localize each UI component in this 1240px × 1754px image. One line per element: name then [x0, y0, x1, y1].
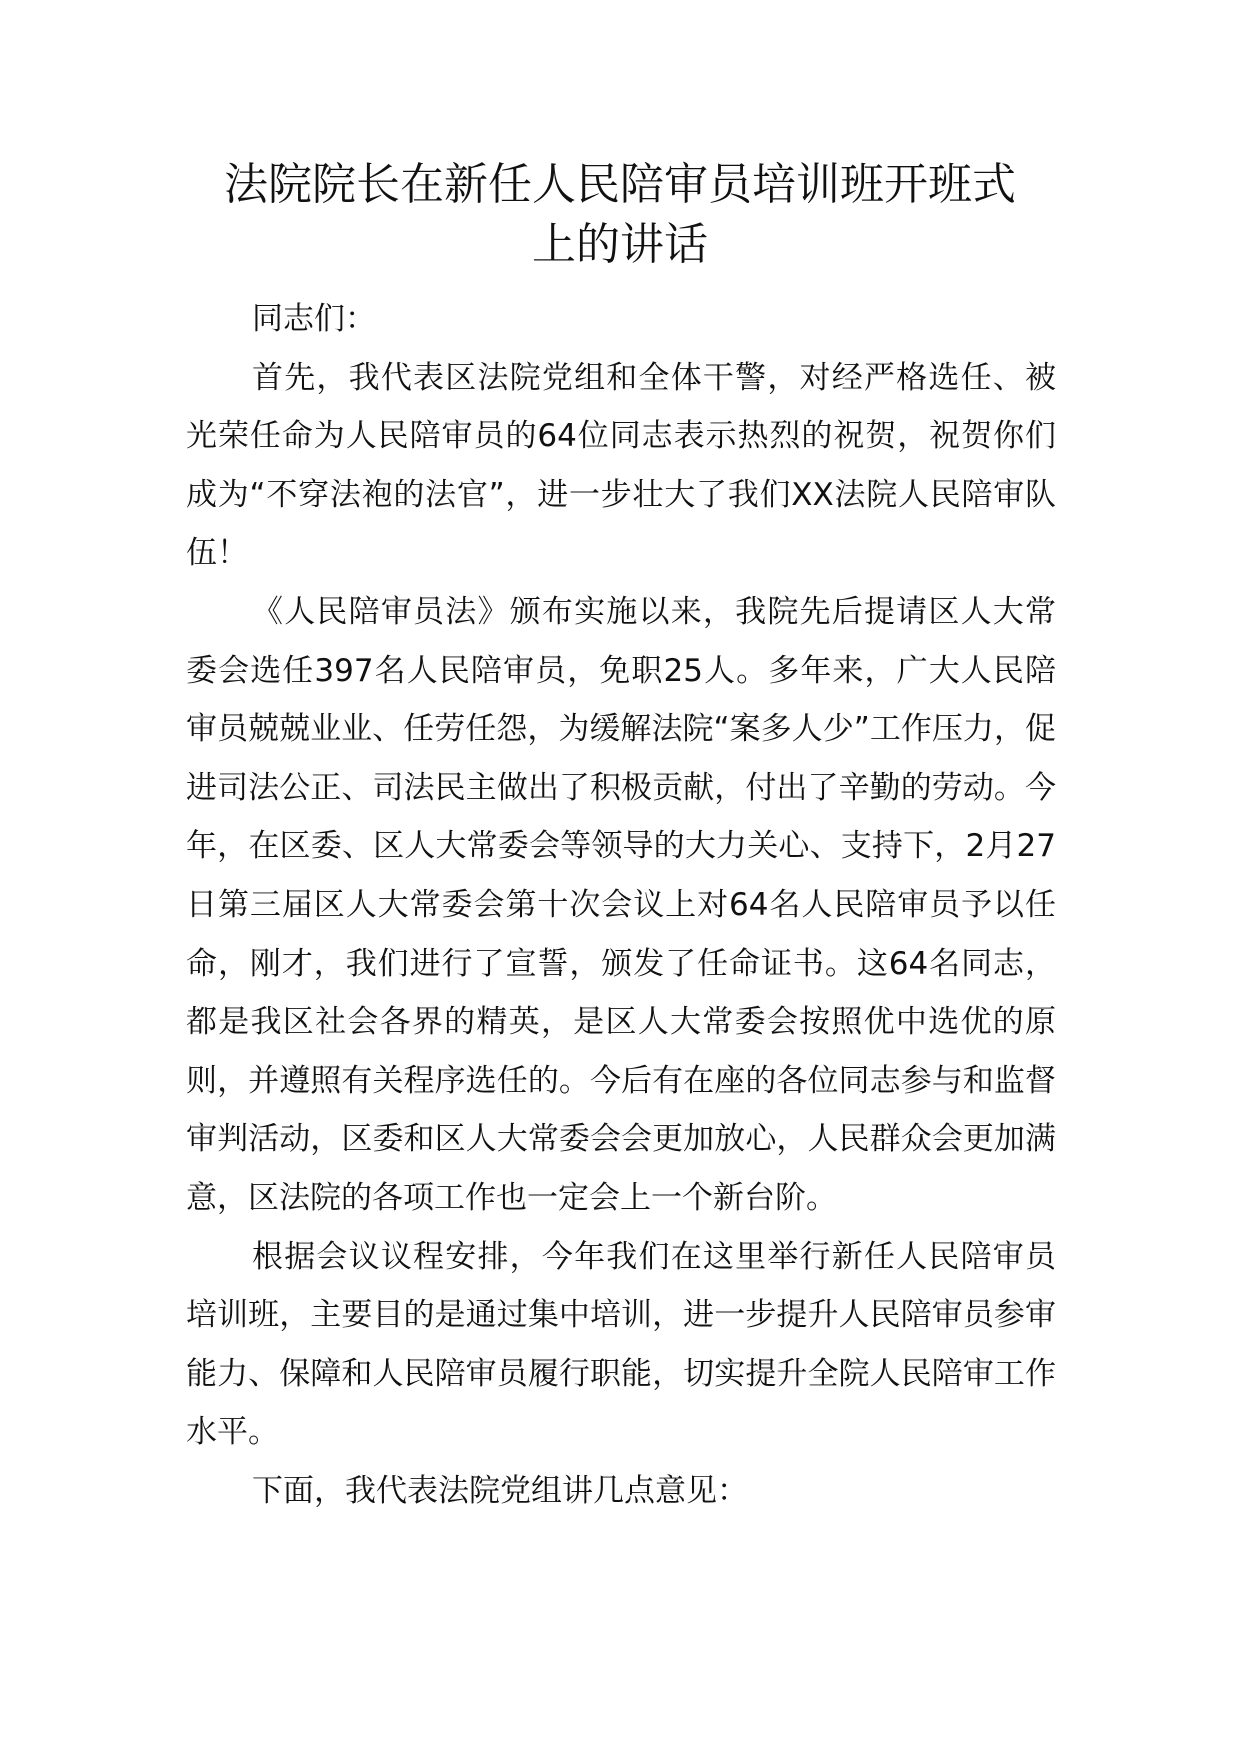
- document-body: [186, 290, 1056, 1520]
- paragraph-background: 《人民陪审员法》颁布实施以来，我院先后提请区人大常委会选任397名人民陪审员，免职25人。多年来，广大人民陪审员兢兢业业、任劳任怨，为缓解法院“案多人少”工作压力，促进司法公正、司法民主做出了积极贡献，付出了辛勤的劳动。今年，在区委、区人大常委会等领导的大力关心、支持下，2月27日第三届区人大常委会第十次会议上对64名人民陪审员予以任命，刚才，我们进行了宣誓，颁发了任命证书。这64名同志，都是我区社会各界的精英，是区人大常委会按照优中选优的原则，并遵照有关程序选任的。今后有在座的各位同志参与和监督审判活动，区委和区人大常委会会更加放心，人民群众会更加满意，区法院的各项工作也一定会上一个新台阶。: [186, 593, 1056, 1216]
- paragraph-transition: 下面，我代表法院党组讲几点意见：: [252, 1472, 748, 1509]
- document-title: [190, 155, 1050, 275]
- title-line-1: 法院院长在新任人民陪审员培训班开班式: [224, 159, 1016, 210]
- salutation: 同志们：: [252, 301, 376, 337]
- paragraph-purpose: 根据会议议程安排，今年我们在这里举行新任人民陪审员培训班，主要目的是通过集中培训，进一步提升人民陪审员参审能力、保障和人民陪审员履行职能，切实提升全院人民陪审工作水平。: [186, 1238, 1056, 1451]
- title-line-2: 上的讲话: [532, 219, 708, 270]
- paragraph-opening: 首先，我代表区法院党组和全体干警，对经严格选任、被光荣任命为人民陪审员的64位同志表示热烈的祝贺，祝贺你们成为“不穿法袍的法官”，进一步壮大了我们XX法院人民陪审队伍！: [186, 359, 1056, 572]
